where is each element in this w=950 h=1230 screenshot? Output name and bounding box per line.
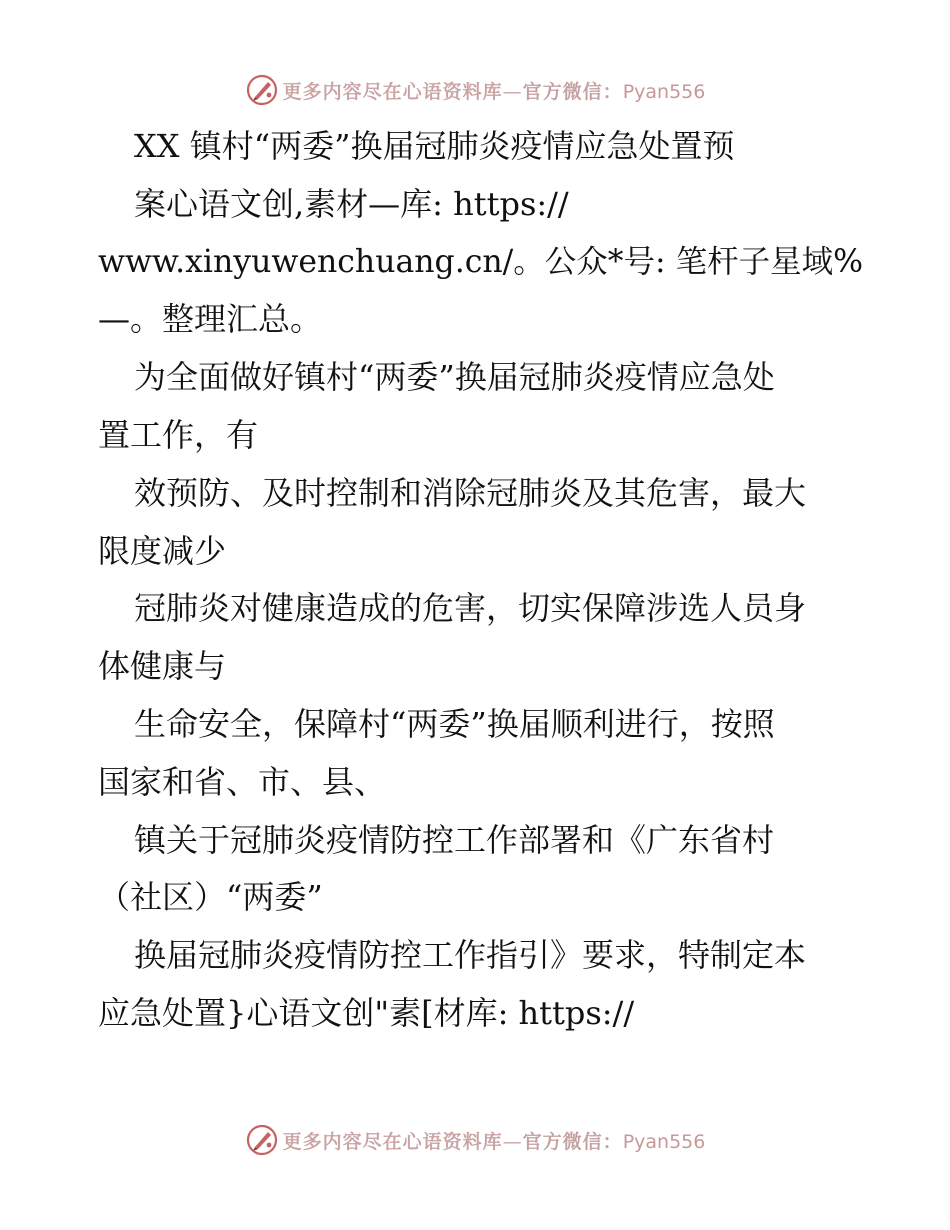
document-line: 为全面做好镇村“两委”换届冠肺炎疫情应急处 [134,358,775,397]
watermark-text [283,1127,706,1154]
watermark-id: Pyan556 [622,1130,706,1153]
document-body [98,118,868,1043]
document-line: XX 镇村“两委”换届冠肺炎疫情应急处置预 [134,127,735,165]
watermark-label: 官方微信： [522,80,623,103]
document-line: 应急处置}心语文创"素[材库: https:// [98,993,635,1032]
document-line: 效预防、及时控制和消除冠肺炎及其危害，最大 [134,473,807,512]
watermark-dash: — [502,80,523,103]
quill-logo-icon [245,1123,279,1157]
document-line: 体健康与 [98,647,227,686]
footer-watermark-banner [0,1120,950,1160]
watermark-brand: 更多内容尽在心语资料库 [282,80,503,103]
document-line: 镇关于冠肺炎疫情防控工作部署和《广东省村 [134,820,775,859]
watermark-dash: — [502,1130,523,1153]
watermark-brand: 更多内容尽在心语资料库 [282,1130,503,1153]
document-line: 案心语文创,素材—库: https:// [134,184,569,223]
watermark-label: 官方微信： [522,1130,623,1153]
document-line: 国家和省、市、县、 [98,762,387,801]
document-line: 冠肺炎对健康造成的危害，切实保障涉选人员身 [134,589,807,628]
quill-logo-icon [245,73,279,107]
document-line: www.xinyuwenchuang.cn/。公众*号: 笔杆子星域% [98,243,864,280]
watermark-id: Pyan556 [622,80,706,103]
document-line: 生命安全，保障村“两委”换届顺利进行，按照 [134,704,775,743]
watermark-text [283,77,706,104]
document-line: （社区）“两委” [98,878,323,917]
document-line: 限度减少 [98,531,227,570]
document-line: 换届冠肺炎疫情防控工作指引》要求，特制定本 [134,936,807,975]
document-line: 置工作，有 [98,415,259,454]
header-watermark-banner [0,70,950,110]
document-line: —。整理汇总。 [98,300,323,339]
